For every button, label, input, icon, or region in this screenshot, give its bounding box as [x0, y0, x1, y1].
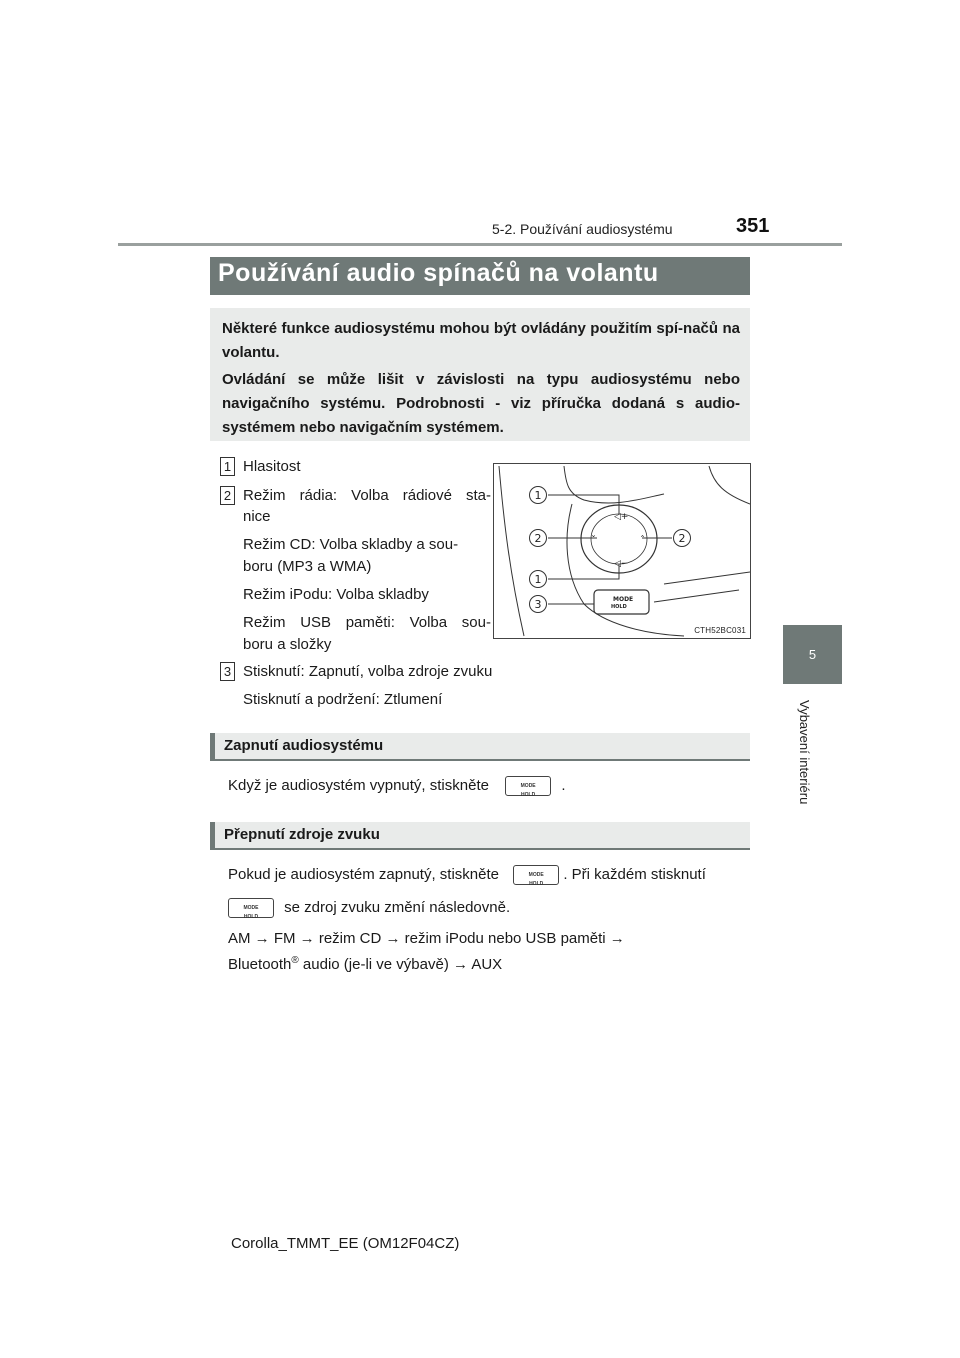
- mode-button-icon: MODE HOLD: [228, 898, 274, 918]
- item-volume: Hlasitost: [243, 458, 301, 475]
- callout-1-bottom: [530, 571, 547, 588]
- instruction-text: Když je audiosystém vypnutý, stiskněte: [228, 777, 489, 794]
- steering-wheel-illustration: [494, 464, 750, 638]
- instruction-text: . Při každém stisknutí: [563, 866, 706, 883]
- chapter-tab-label: Vybavení interiéru: [797, 700, 812, 805]
- source-switch-line-1: [228, 862, 706, 887]
- svg-text:2: 2: [534, 532, 542, 545]
- svg-text:1: 1: [534, 573, 542, 586]
- svg-text:1: 1: [534, 489, 542, 502]
- callout-2-left: [530, 530, 547, 547]
- section-accent: [210, 822, 215, 848]
- item-radio-line-2: nice: [243, 508, 271, 525]
- callout-3: [530, 596, 547, 613]
- chapter-tab-label-container: [772, 700, 852, 820]
- item-number-2: 2: [220, 486, 235, 505]
- callout-2-right: [674, 530, 691, 547]
- item-number-3: 3: [220, 662, 235, 681]
- word: Režim: [243, 487, 286, 504]
- page-number: 351: [736, 215, 770, 237]
- section-accent: [210, 733, 215, 759]
- callout-1-top: [530, 487, 547, 504]
- steering-switch-figure: [493, 463, 751, 639]
- svg-text:2: 2: [678, 532, 686, 545]
- word: paměti:: [345, 614, 395, 631]
- item-cd-line-2: boru (MP3 a WMA): [243, 558, 372, 575]
- chapter-tab: [783, 625, 842, 684]
- word: rádiové: [402, 487, 452, 504]
- item-press-hold: Stisknutí a podržení: Ztlumení: [243, 691, 443, 708]
- mode-button-sublabel: HOLD: [611, 604, 627, 610]
- figure-code: CTH52BC031: [694, 626, 746, 635]
- section-header-power-on: [210, 733, 750, 761]
- word: USB: [300, 614, 332, 631]
- intro-paragraph-2: Ovládání se může lišit v závislosti na typu audiosystému nebo navigačního systému. Podrobnosti - viz příručka dodaná s audio-systémem nebo navigačním systémem.: [222, 371, 740, 436]
- footer-model-code: Corolla_TMMT_EE (OM12F04CZ): [231, 1235, 460, 1252]
- word: sou-: [461, 614, 491, 631]
- section-header-source-switch: [210, 822, 750, 850]
- intro-paragraph-1: Některé funkce audiosystému mohou být ovládány použitím spí-načů na volantu.: [222, 320, 740, 361]
- mode-button-label: MODE: [613, 596, 634, 603]
- sequence-end-text: audio (je-li ve výbavě) → AUX: [298, 956, 503, 973]
- volume-up-icon: ◁+: [614, 512, 629, 522]
- item-cd-line-1: Režim CD: Volba skladby a sou-: [243, 536, 459, 553]
- bluetooth-text: Bluetooth: [228, 956, 292, 973]
- volume-down-icon: ◁−: [614, 559, 629, 569]
- item-ipod: Režim iPodu: Volba skladby: [243, 586, 429, 603]
- header-section-title: 5-2. Používání audiosystému: [492, 221, 673, 237]
- section-title-power-on: Zapnutí audiosystému: [224, 737, 384, 754]
- word: Volba: [409, 614, 448, 631]
- instruction-end: .: [561, 777, 566, 794]
- source-sequence-line-2: [228, 948, 502, 977]
- seek-down-icon: ˇ: [591, 535, 596, 546]
- word: Volba: [351, 487, 389, 504]
- chapter-number: 5: [808, 647, 817, 662]
- item-press: Stisknutí: Zapnutí, volba zdroje zvuku: [243, 663, 493, 680]
- intro-box: [210, 308, 750, 441]
- source-sequence-line-1: AM → FM → režim CD → režim iPodu nebo USB paměti →: [228, 930, 625, 947]
- header-divider: [118, 243, 842, 246]
- instruction-text: Pokud je audiosystém zapnutý, stiskněte: [228, 866, 499, 883]
- section-title-source-switch: Přepnutí zdroje zvuku: [224, 826, 380, 843]
- instruction-text: se zdroj zvuku změní následovně.: [284, 899, 511, 916]
- seek-up-icon: ˆ: [640, 535, 645, 546]
- item-usb-line-2: boru a složky: [243, 636, 332, 653]
- mode-button-icon: MODE HOLD: [513, 865, 559, 885]
- registered-mark: ®: [291, 955, 299, 966]
- page-title: Používání audio spínačů na volantu: [218, 259, 659, 287]
- svg-text:3: 3: [534, 598, 542, 611]
- word: rádia:: [299, 487, 338, 504]
- item-radio-line-1: [243, 483, 491, 508]
- word: Režim: [243, 614, 286, 631]
- source-switch-line-2: [228, 895, 510, 920]
- mode-button-icon: MODE HOLD: [505, 776, 551, 796]
- power-on-instruction: [228, 773, 565, 798]
- word: sta-: [465, 487, 491, 504]
- item-number-1: 1: [220, 457, 235, 476]
